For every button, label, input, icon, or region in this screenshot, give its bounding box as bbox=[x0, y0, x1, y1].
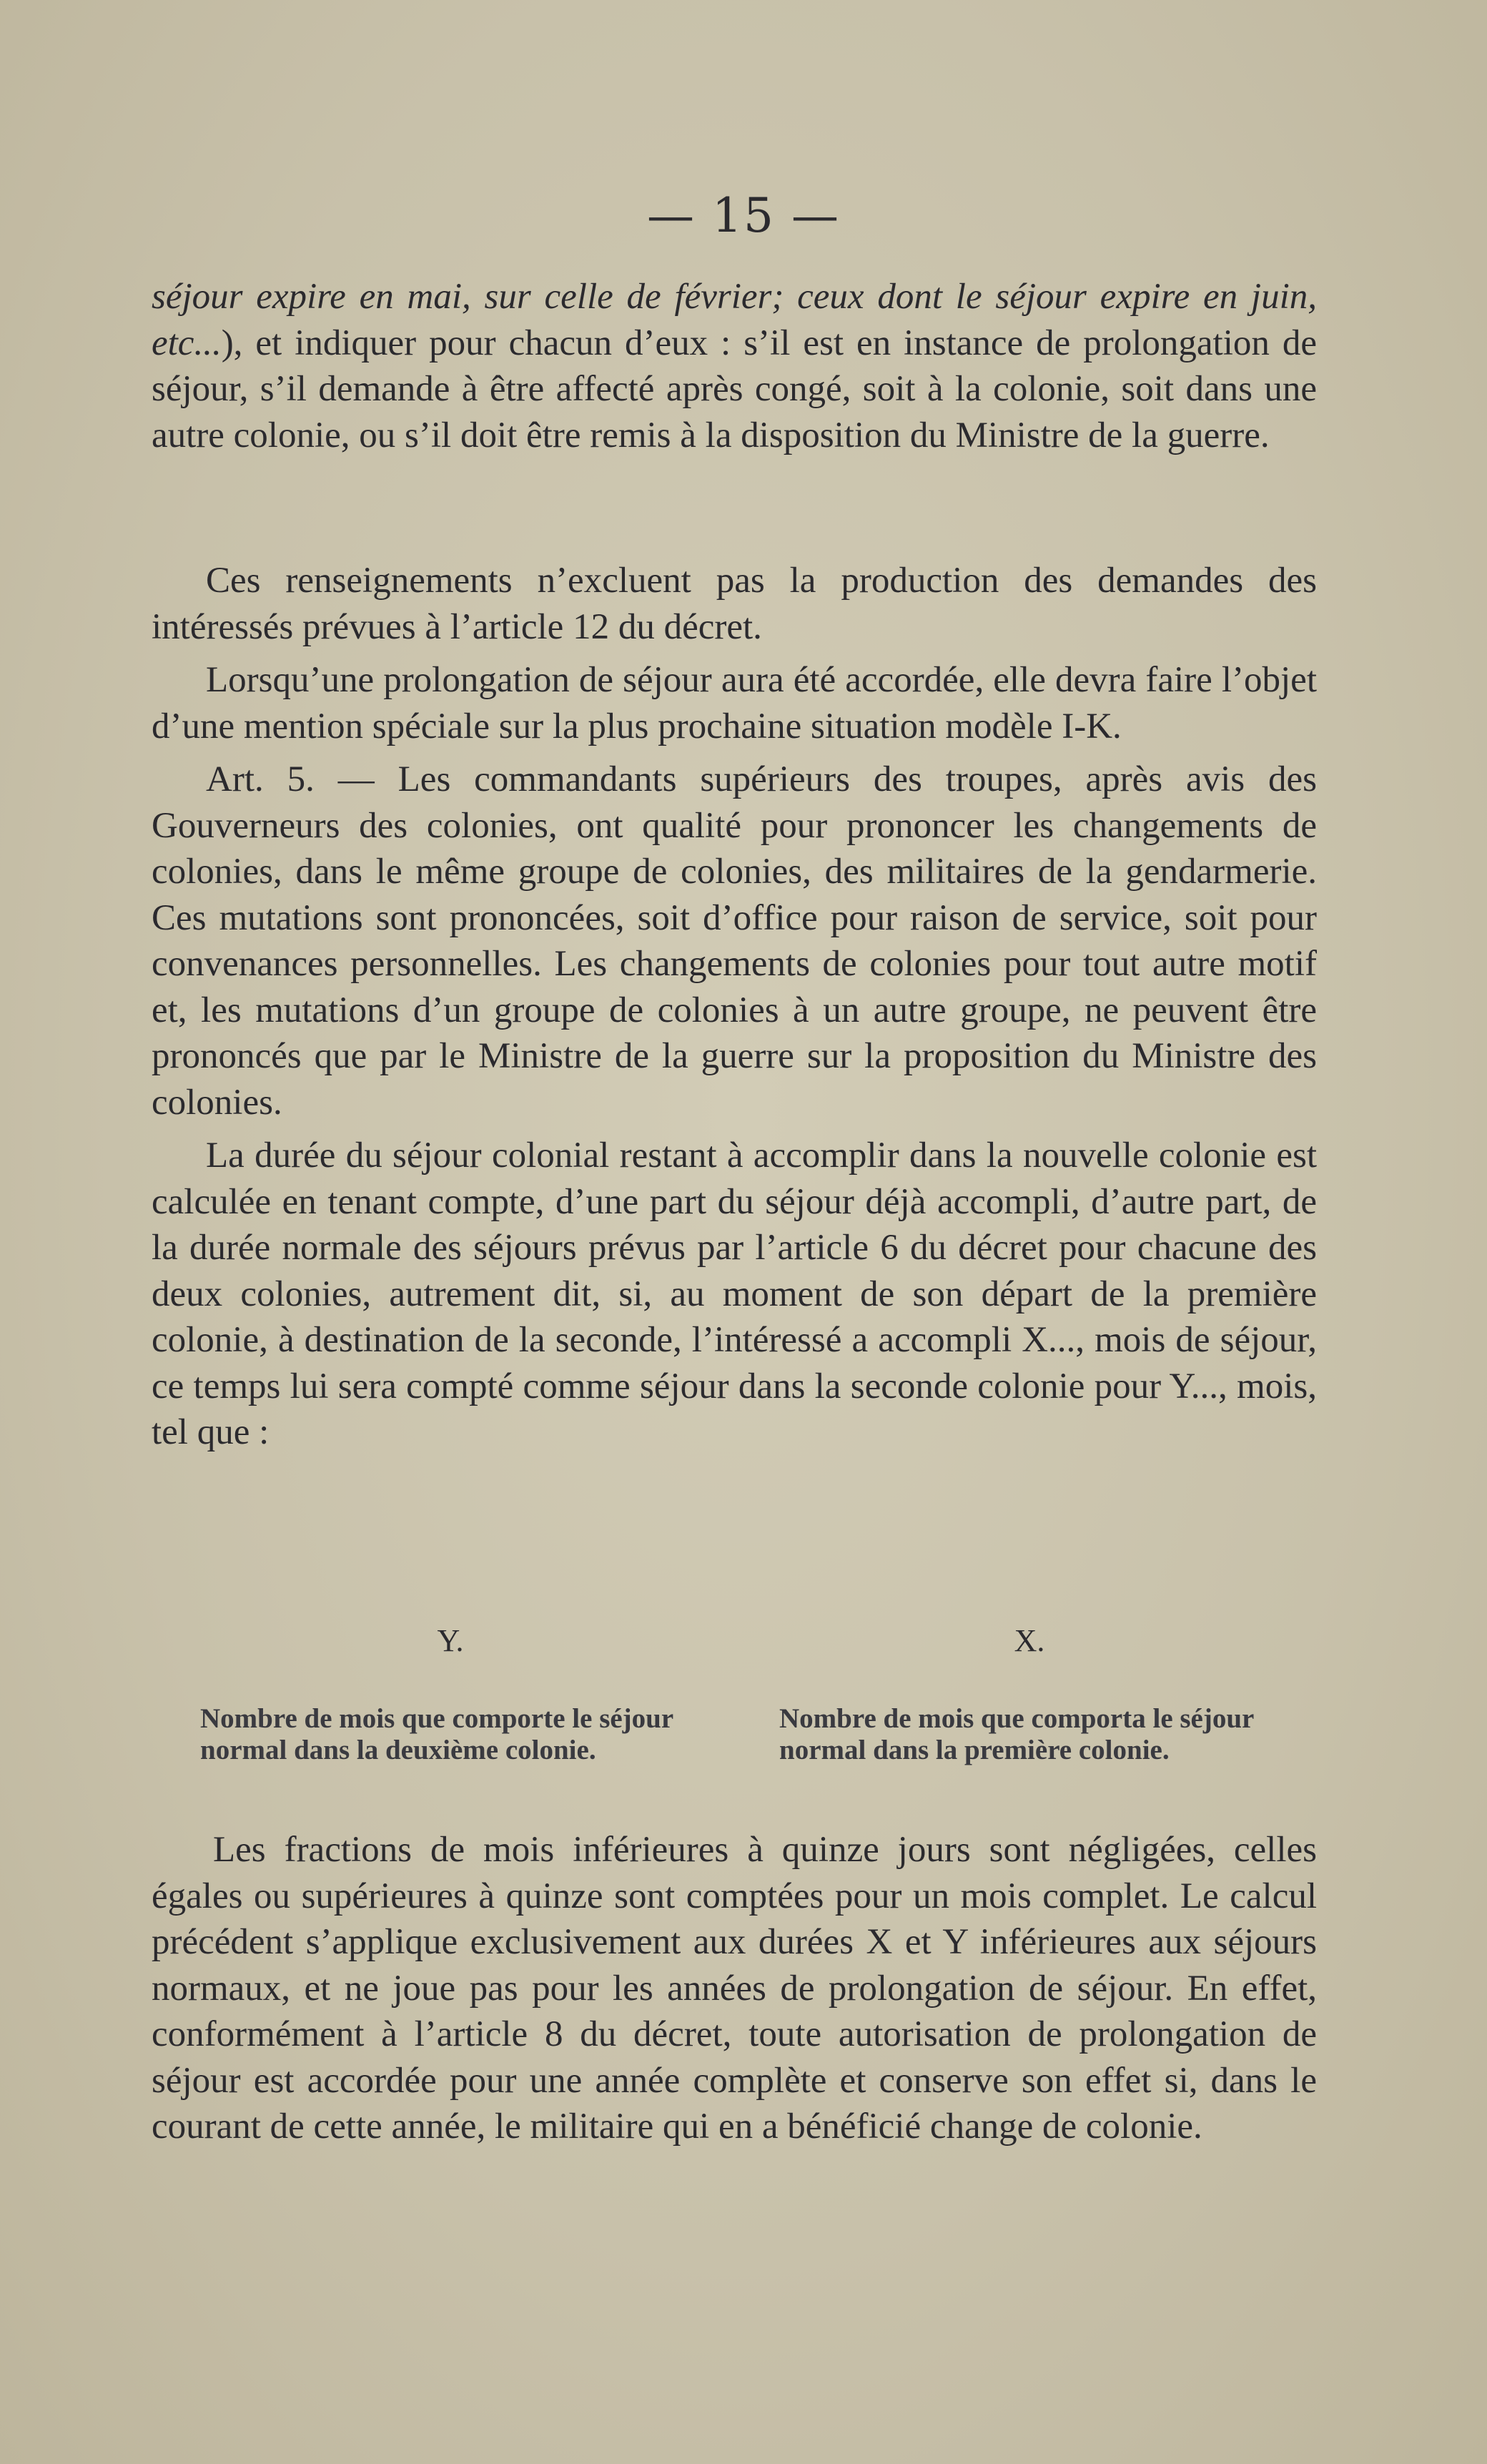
page-number: — 15 — bbox=[647, 188, 840, 243]
intro-paragraph bbox=[152, 274, 1317, 458]
closing-paragraph-block bbox=[152, 1827, 1317, 2150]
formula-right-column bbox=[779, 1623, 1294, 1766]
closing-paragraph: Les fractions de mois inférieures à quinze jours sont négligées, celles égales ou supérieures à quinze sont comptées pour un mois complet. Le calcul précédent s’applique exclusivement aux durées X et Y inférieures aux séjours normaux, et ne joue pas pour les années de prolongation de séjour. En effet, conformément à l’article 8 du décret, toute autorisation de prolongation de séjour est accordée pour une année complète et conserve son effet si, dans le courant de cette année, le militaire qui en a bénéficié change de colonie. bbox=[152, 1830, 1317, 2147]
intro-text: ), et indiquer pour chacun d’eux : s’il est en instance de prolongation de séjour, s’il demande à être affecté après congé, soit à la colonie, soit dans une autre colonie, ou s’il doit être remis à la disposition du Ministre de la guerre. bbox=[152, 322, 1317, 455]
paragraph-prolongation: Lorsqu’une prolongation de séjour aura été accordée, elle devra faire l’objet d’une mention spéciale sur la plus prochaine situation modèle I-K. bbox=[152, 660, 1317, 746]
formula-right-letter: X. bbox=[1014, 1623, 1045, 1658]
body-paragraphs bbox=[152, 558, 1317, 1463]
paragraph-renseignements: Ces renseignements n’excluent pas la production des demandes des intéressés prévues à l’article 12 du décret. bbox=[152, 561, 1317, 647]
intro-italic-text: séjour expire en mai, sur celle de février; ceux dont le séjour expire en juin, etc... bbox=[152, 277, 1317, 363]
formula-left-letter: Y. bbox=[437, 1623, 464, 1658]
formula-left-description: Nombre de mois que comporte le séjour normal dans la deuxième colonie. bbox=[200, 1703, 673, 1765]
paragraph-article-5: Art. 5. — Les commandants supérieurs des troupes, après avis des Gouverneurs des colonies, ont qualité pour prononcer les changements de colonies, dans le même groupe de colonies, des militaires de la gendarmerie. Ces mutations sont prononcées, soit d’office pour raison de service, soit pour convenances personnelles. Les changements de colonies pour tout autre motif et, les mutations d’un groupe de colonies à un autre groupe, ne peuvent être prononcés que par le Ministre de la guerre sur la proposition du Ministre des colonies. bbox=[152, 759, 1317, 1123]
formula-right-description: Nombre de mois que comporta le séjour normal dans la première colonie. bbox=[779, 1703, 1254, 1765]
formula-left-column bbox=[200, 1623, 715, 1766]
paragraph-duree-sejour: La durée du séjour colonial restant à accomplir dans la nouvelle colonie est calculée en tenant compte, d’une part du séjour déjà accompli, d’autre part, de la durée normale des séjours prévus par l’article 6 du décret pour chacune des deux colonies, autrement dit, si, au moment de son départ de la première colonie, à destination de la seconde, l’intéressé a accompli X..., mois de séjour, ce temps lui sera compté comme séjour dans la seconde colonie pour Y..., mois, tel que : bbox=[152, 1135, 1317, 1452]
